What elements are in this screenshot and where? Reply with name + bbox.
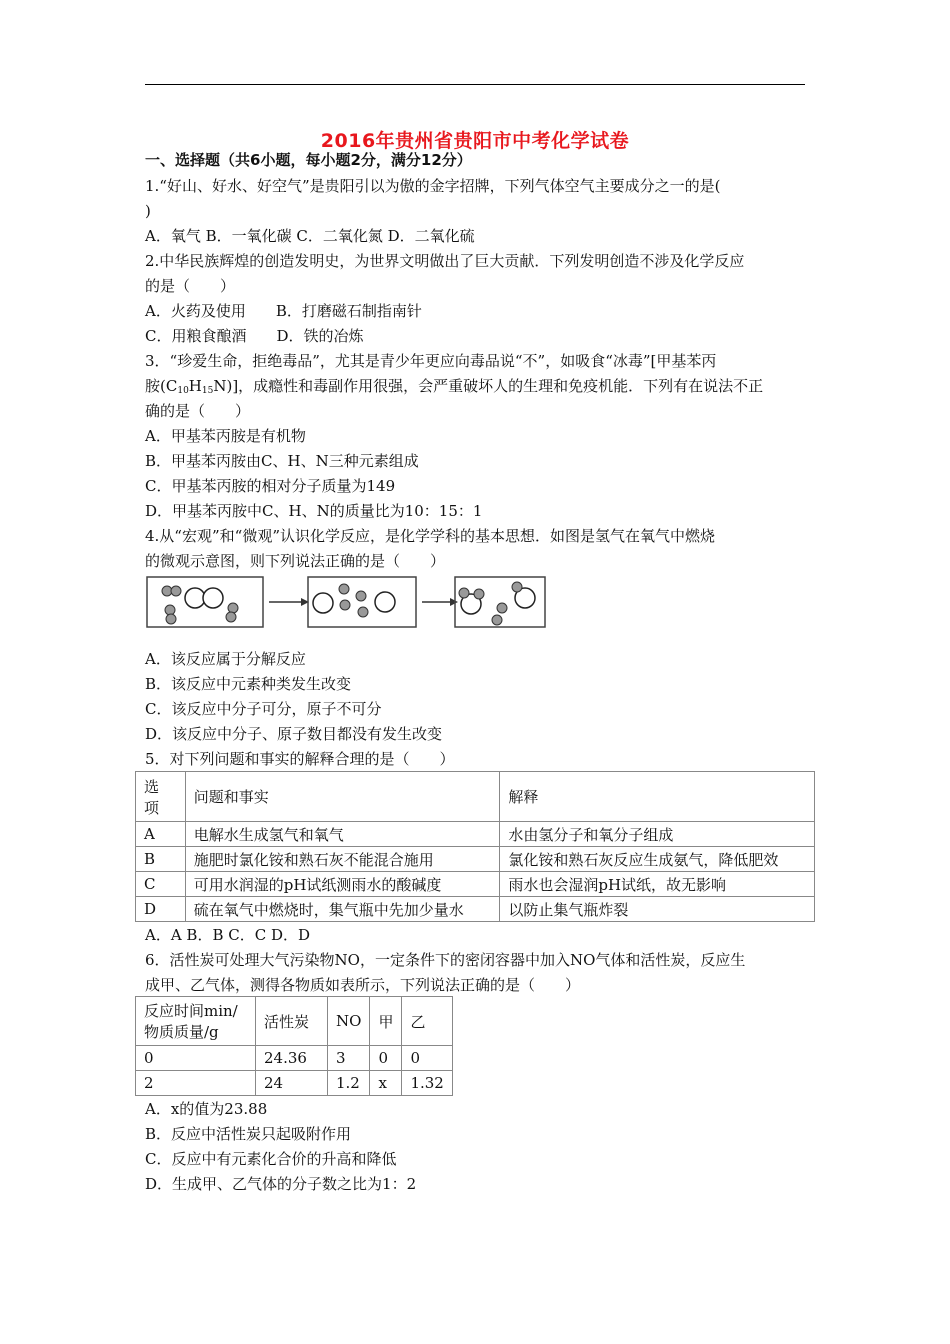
arrow-icon — [422, 598, 458, 606]
table-row — [136, 897, 815, 922]
q3-stem-line1: 3．“珍爱生命，拒绝毒品”，尤其是青少年更应向毒品说“不”，如吸食“冰毒”[甲基苯丙 — [145, 352, 717, 370]
table-header-cell: 活性炭 — [256, 997, 328, 1046]
header-rule — [145, 84, 805, 85]
arrow-icon — [269, 598, 309, 606]
q3-formula-h: H — [188, 377, 202, 395]
table-row — [136, 872, 815, 897]
table-cell: C — [136, 872, 186, 897]
q3-stem-line2-rest: N)]，成瘾性和毒副作用很强，会严重破坏人的生理和免疫机能．下列有在说法不正 — [213, 377, 764, 395]
atom-box — [308, 577, 416, 627]
q6-option-b: B．反应中活性炭只起吸附作用 — [145, 1125, 352, 1143]
q2-stem-line1: 2.中华民族辉煌的创造发明史，为世界文明做出了巨大贡献．下列发明创造不涉及化学反应 — [145, 252, 745, 270]
page-title: 2016年贵州省贵阳市中考化学试卷 — [320, 130, 630, 152]
q6-stem-line1: 6．活性炭可处理大气污染物NO，一定条件下的密闭容器中加入NO气体和活性炭，反应生 — [145, 951, 746, 969]
table-cell: 硫在氧气中燃烧时，集气瓶中先加少量水 — [185, 897, 500, 922]
q1-stem-line1: 1.“好山、好水、好空气”是贵阳引以为傲的金字招牌，下列气体空气主要成分之一的是( — [145, 177, 721, 195]
table-cell: 1.2 — [328, 1071, 370, 1096]
table-header-row — [136, 997, 453, 1046]
table-cell: B — [136, 847, 186, 872]
q6-option-d: D．生成甲、乙气体的分子数之比为1：2 — [145, 1175, 417, 1193]
product-box — [455, 577, 545, 627]
table-row — [136, 822, 815, 847]
q3-stem-line2 — [145, 376, 810, 401]
q6-option-a: A．x的值为23.88 — [145, 1100, 268, 1118]
table-cell: D — [136, 897, 186, 922]
table-header-cell: 甲 — [370, 997, 402, 1046]
table-cell: 1.32 — [402, 1071, 452, 1096]
table-cell: 3 — [328, 1046, 370, 1071]
q2-option-c: C．用粮食酿酒 — [145, 327, 247, 345]
table-cell: 可用水润湿的pH试纸测雨水的酸碱度 — [185, 872, 500, 897]
q2-option-a: A．火药及使用 — [145, 302, 246, 320]
table-header-cell: 乙 — [402, 997, 452, 1046]
table-cell: 雨水也会湿润pH试纸，故无影响 — [500, 872, 815, 897]
q6-table — [135, 996, 453, 1096]
q3-option-d: D．甲基苯丙胺中C、H、N的质量比为10：15：1 — [145, 502, 483, 520]
q2-option-d: D．铁的冶炼 — [276, 327, 364, 345]
table-header-row — [136, 772, 815, 822]
table-cell: A — [136, 822, 186, 847]
q1-stem-line2: ) — [145, 202, 151, 220]
table-cell: 水由氢分子和氧分子组成 — [500, 822, 815, 847]
table-cell: 24 — [256, 1071, 328, 1096]
table-row — [136, 1046, 453, 1071]
table-cell: 24.36 — [256, 1046, 328, 1071]
table-header-cell — [136, 997, 256, 1046]
q4-stem-line1: 4.从“宏观”和“微观”认识化学反应，是化学学科的基本思想．如图是氢气在氧气中燃烧 — [145, 527, 715, 545]
q4-option-c: C．该反应中分子可分，原子不可分 — [145, 700, 382, 718]
q4-stem-line2: 的微观示意图，则下列说法正确的是（ ） — [145, 552, 446, 570]
q2-stem-line2: 的是（ ） — [145, 277, 236, 295]
q4-option-a: A．该反应属于分解反应 — [145, 650, 306, 668]
reaction-micro-diagram — [145, 572, 548, 632]
q2-option-b: B．打磨磁石制指南针 — [275, 302, 422, 320]
q3-formula-sub-c: 10 — [177, 386, 189, 396]
header-text: 选 — [144, 777, 160, 796]
table-cell: 2 — [136, 1071, 256, 1096]
table-cell: 0 — [402, 1046, 452, 1071]
q6-option-c: C．反应中有元素化合价的升高和降低 — [145, 1150, 397, 1168]
q1-options: A．氧气 B．一氧化碳 C．二氧化氮 D．二氧化硫 — [145, 227, 475, 245]
q2-options-row2 — [145, 326, 810, 346]
header-text: 反应时间min/ — [144, 1002, 238, 1020]
table-header-cell — [136, 772, 186, 822]
q5-options: A．A B．B C．C D．D — [145, 926, 311, 944]
table-cell: 氯化铵和熟石灰反应生成氨气，降低肥效 — [500, 847, 815, 872]
q5-table — [135, 771, 815, 922]
table-row — [136, 1071, 453, 1096]
table-row — [136, 847, 815, 872]
table-header-cell: 解释 — [500, 772, 815, 822]
q3-formula-pre: 胺(C — [145, 377, 178, 395]
q3-option-a: A．甲基苯丙胺是有机物 — [145, 427, 306, 445]
table-cell: 电解水生成氢气和氧气 — [185, 822, 500, 847]
table-header-cell: NO — [328, 997, 370, 1046]
table-cell: 0 — [136, 1046, 256, 1071]
table-cell: 施肥时氯化铵和熟石灰不能混合施用 — [185, 847, 500, 872]
table-header-cell: 问题和事实 — [185, 772, 500, 822]
q3-stem-line3: 确的是（ ） — [145, 402, 251, 420]
q5-stem: 5．对下列问题和事实的解释合理的是（ ） — [145, 750, 455, 768]
q4-option-b: B．该反应中元素种类发生改变 — [145, 675, 352, 693]
q4-option-d: D．该反应中分子、原子数目都没有发生改变 — [145, 725, 443, 743]
section-heading: 一、选择题（共6小题，每小题2分，满分12分） — [145, 151, 472, 169]
q6-stem-line2: 成甲、乙气体，测得各物质如表所示，下列说法正确的是（ ） — [145, 976, 581, 994]
q2-options-row1 — [145, 301, 810, 321]
q3-option-b: B．甲基苯丙胺由C、H、N三种元素组成 — [145, 452, 419, 470]
table-cell: 0 — [370, 1046, 402, 1071]
table-cell: 以防止集气瓶炸裂 — [500, 897, 815, 922]
q3-option-c: C．甲基苯丙胺的相对分子质量为149 — [145, 477, 396, 495]
table-cell: x — [370, 1071, 402, 1096]
q3-formula-sub-h: 15 — [201, 386, 214, 396]
header-text: 项 — [144, 798, 160, 817]
reactant-box — [147, 577, 263, 627]
header-text: 物质质量/g — [144, 1023, 219, 1041]
